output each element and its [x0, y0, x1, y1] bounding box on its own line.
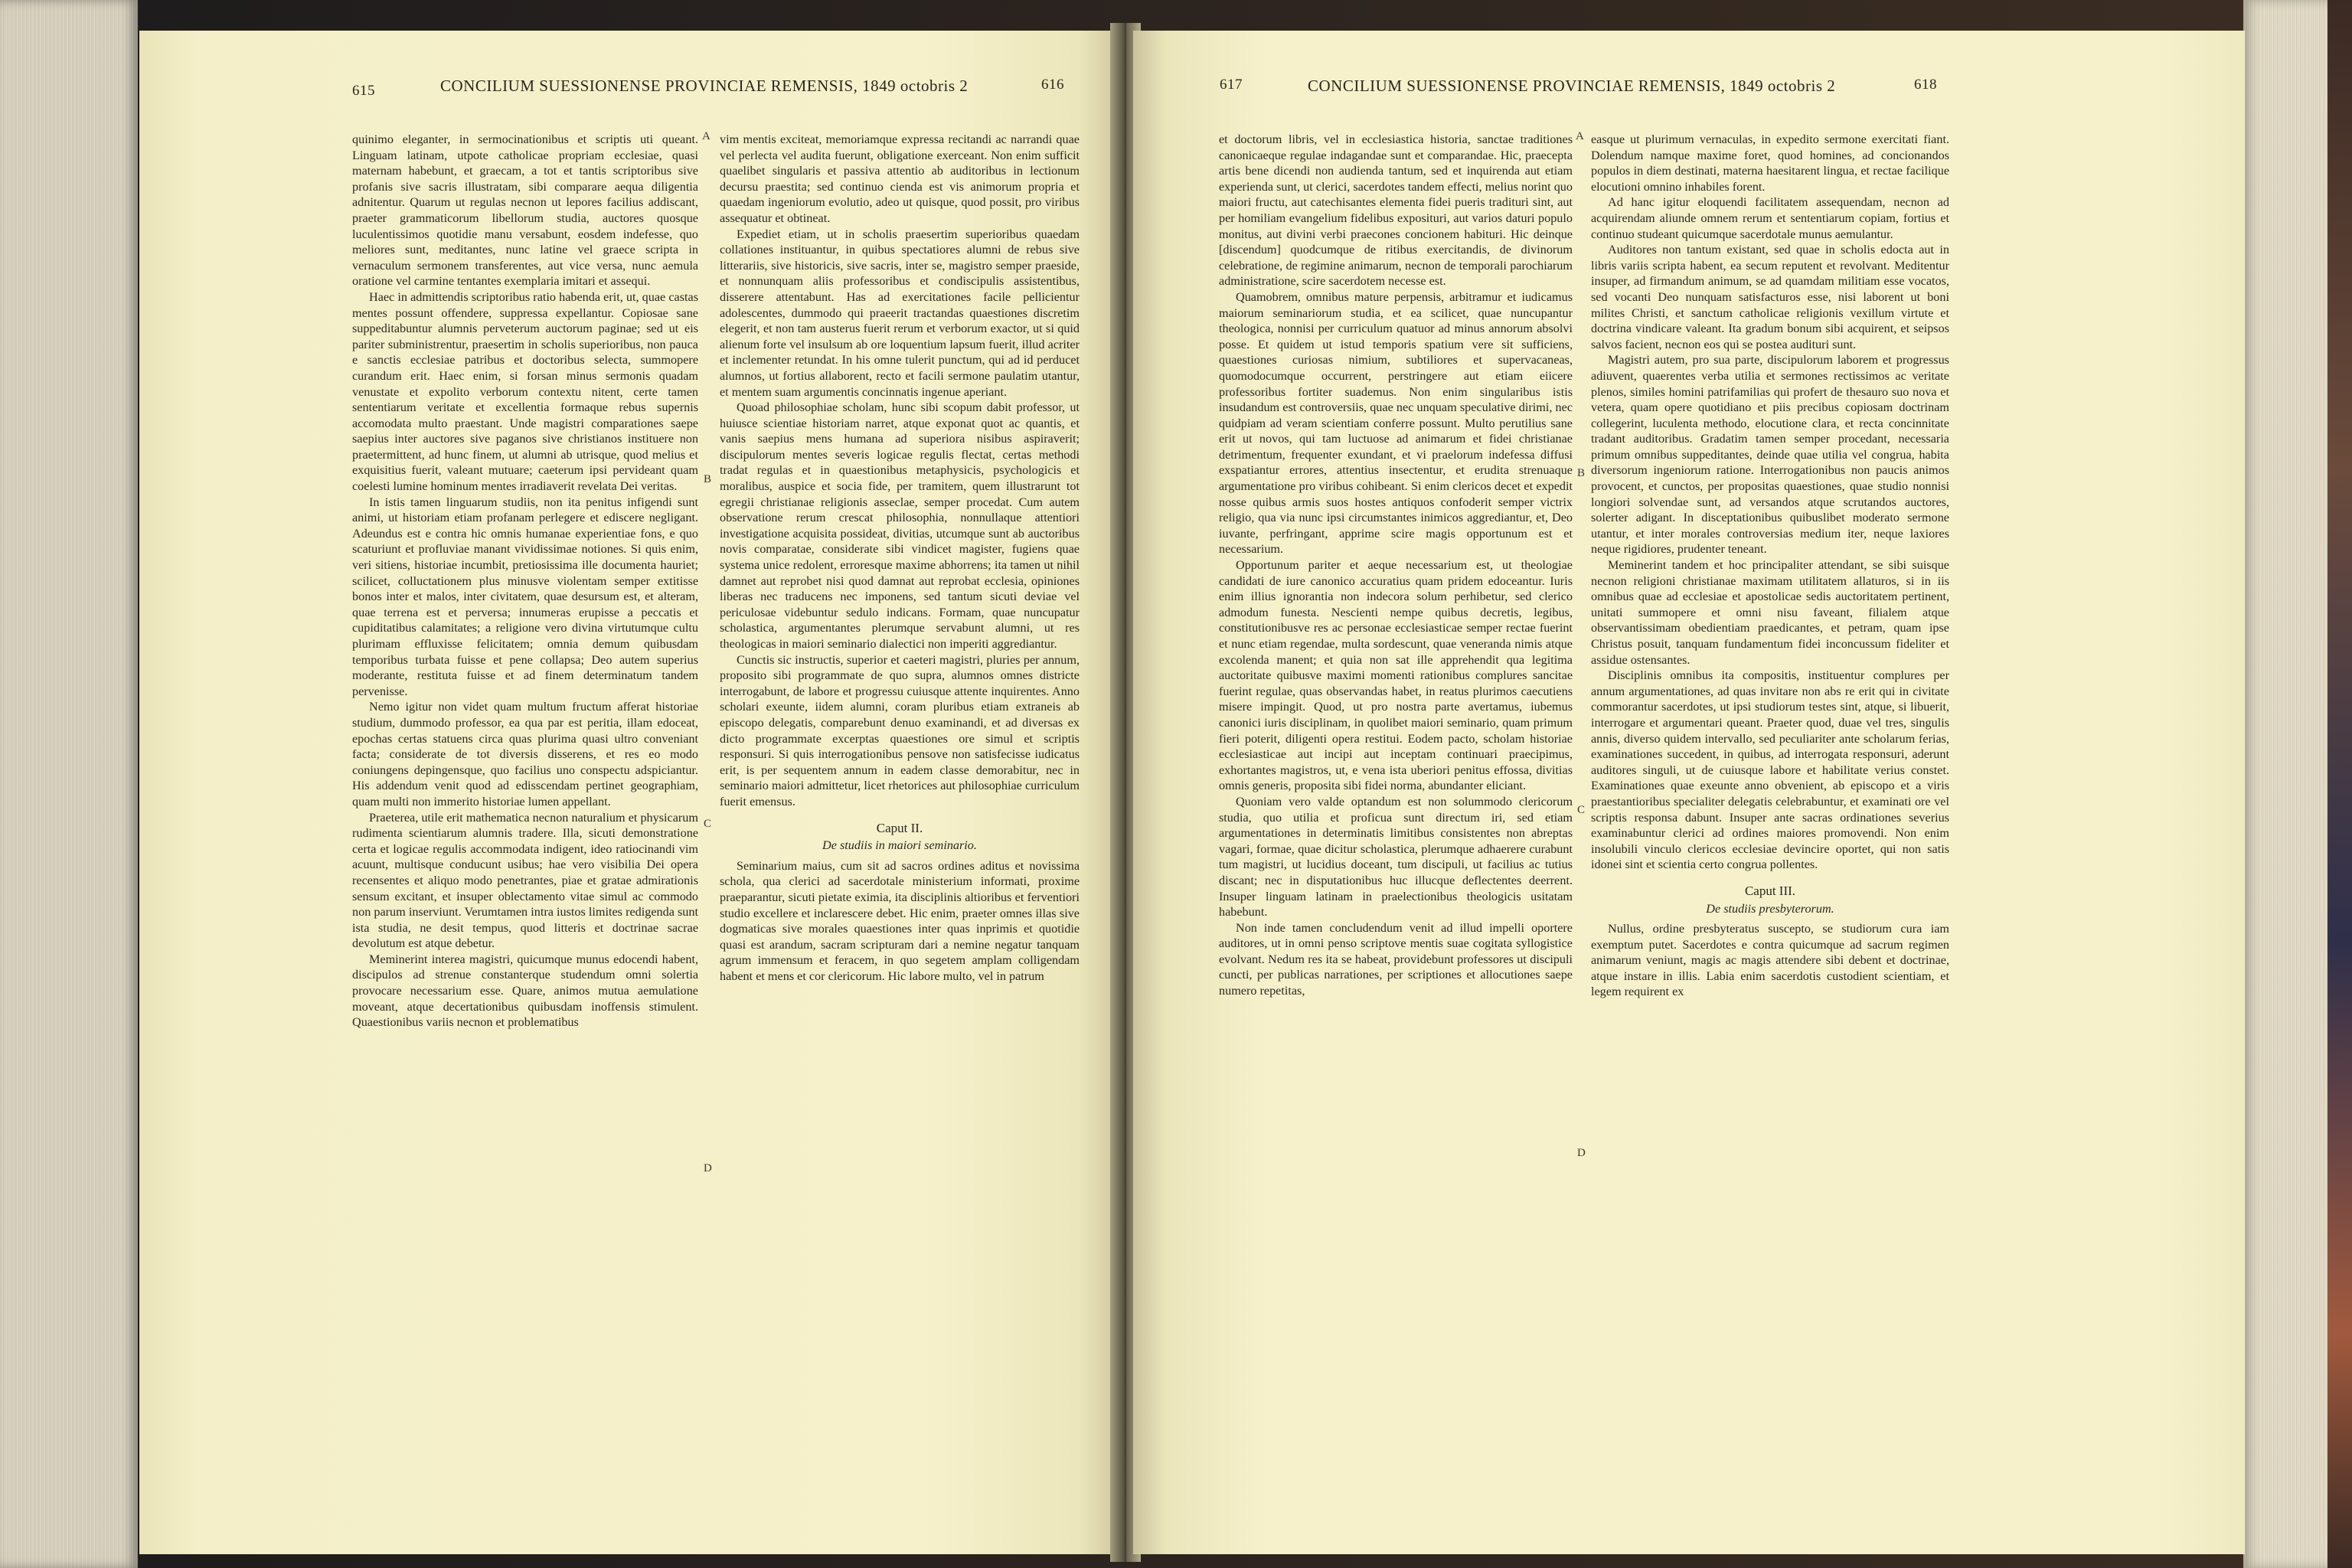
chapter-subheading: De studiis in maiori seminario. — [822, 838, 977, 853]
paragraph: Auditores non tantum existant, sed quae in scholis edocta aut in libris variis scripta habent, ea secum reputent et revolvant. Meditentur insuper, ad firmandum animum, se ad quamdam militiam esse vocatos, sed vocanti Deo nunquam satisfacturos esse, nisi laborent ut boni milites Christi, et sanctum catholicae religionis vexillum virtute et doctrina vindicare valeant. Ita gradum bonum sibi acquirent, et seipsos salvos facient, necnon eos qui se postea audituri sunt. — [1591, 243, 1949, 351]
paragraph: Meminerint tandem et hoc principaliter attendant, se sibi suisque necnon religioni christianae maximam utilitatem allaturos, si in iis omnibus quae ad ecclesiae et apostolicae sedis auctoritatem pertinent, unitati summopere et omni nisu faveant, filialem atque observantissimam obedientiam praedicantes, et petram, quam ipse Christus posuit, tanquam fundamentum fidei inconcussum fideliter et assidue ostensantes. — [1591, 558, 1949, 667]
paragraph: vim mentis exciteat, memoriamque expressa recitandi ac narrandi quae vel perlecta vel audita fuerunt, obligatione exerceant. Non enim sufficit quaelibet singularis et passiva attentio ab auditoribus in lectionum decursu praestita; sed continuo cienda est vis animorum propria et quaedam ingeniorum evolutio, adeo ut quisque, quod possit, pro viribus assequatur et obtineat. — [720, 132, 1080, 225]
paragraph: Disciplinis omnibus ita compositis, instituentur complures per annum argumentationes, ad quas invitare non abs re erit qui in civitate commorantur sacerdotes, ut ipsi studiorum testes sint, atque, si libuerit, interrogare et argumentari queant. Praeter quod, duae vel tres, singulis annis, diverso quidem intervallo, sed peculiariter ante scholarum ferias, examinationes succedent, in quibus, ad interrogata responsuri, aderunt auditores singuli, ut de cuiusque labore et habilitate verius constet. Examinationes quae exeunte anno obvenient, ab episcopo et a viris praestantioribus specialiter delegatis celebrabuntur, et examinati ore vel scriptis responsa dabunt. Insuper ante sacras ordinationes severius examinabuntur clerici ad ordines maiores promovendi. Non enim insolubili vinculo clericos ecclesiae devincire oportet, qui non satis idonei sint et scientia certo congrua pollentes. — [1591, 668, 1949, 872]
right-page-edges — [2243, 0, 2335, 1568]
page-number: 616 — [1041, 77, 1064, 93]
text-column-1 — [1219, 132, 1573, 1525]
cover-binding — [2328, 0, 2352, 1568]
paragraph: Nullus, ordine presbyteratus suscepto, se studiorum cura iam exemptum putet. Sacerdotes e contra quicumque ad sacrum regimen animarum veniunt, magis ac magis attendere sibi debent et doctrinae, atque instare in illis. Labia enim sacerdotis custodient scientiam, et legem requirent ex — [1591, 922, 1949, 999]
chapter-heading: Caput III. — [1744, 883, 1796, 898]
paragraph: Opportunum pariter et aeque necessarium est, ut theologiae candidati de iure canonico accuratius quam pridem edoceantur. Iuris enim illius ignorantia non indecora solum perhibetur, sed clerico admodum funesta. Nescienti nempe quibus decretis, legibus, constitutionibusve res ac personae ecclesiasticae semper rectae fuerint et nunc etiam regendae, multa sordescunt, quae veneranda nimis atque excolenda manent; et quia non sat ille apprehendit qua legitima auctoritate quibusve maximi momenti rationibus complures sancitae fuerint regulae, quas observandas habet, in reatus plurimos caecutiens misere impingit. Quod, ut pro nostra parte avertamus, iubemus canonici iuris disciplinam, in quolibet maiori seminario, quam primum fieri poterit, diligenti opera restitui. Eodem pacto, scholam historiae ecclesiasticae aut incipi aut inceptam continuari praecipimus, exhortantes magistros, ut, e vena ista uberiori penitus effossa, divitias omnis generis, proposita sibi fidei norma, abundanter eliciant. — [1219, 558, 1573, 793]
paragraph: Ad hanc igitur eloquendi facilitatem assequendam, necnon ad acquirendam aliunde omnem rerum et sententiarum copiam, fortius et continuo studeant quicumque sacerdotale munus aemulantur. — [1591, 195, 1949, 241]
margin-marker: C — [704, 818, 712, 830]
margin-marker: C — [1577, 804, 1586, 816]
margin-marker: D — [704, 1162, 712, 1174]
left-page — [139, 31, 1118, 1554]
paragraph: Quoniam vero valde optandum est non solummodo clericorum studia, quo utilia et proficua sunt directum iri, sed etiam argumentationes in determinatis limitibus consistentes non abreptas vagari, formae, quae dicitur scholastica, plerumque adhaerere curabunt tum magistri, ut lucidius doceant, tum discipuli, ut facilius ac tutius discant; nec in disputationibus huc illucque deflectentes deerrent. Insuper linguam latinam in praelectionibus theologicis usitatam habebunt. — [1219, 794, 1573, 920]
margin-marker: D — [1577, 1147, 1586, 1159]
paragraph: Quoad philosophiae scholam, hunc sibi scopum dabit professor, ut huiusce scientiae historiam narret, atque exponat quot ac quantis, et vanis saepius mens humana ad superiora nisibus aspiraverit; discipulorum mentes severis logicae regulis flectat, certas methodi tradat regulas et in quaestionibus metaphysicis, psychologicis et moralibus, auspice et socia fide, per tramitem, quem illustrarunt tot egregii christianae religionis asseclae, semper procedat. Cum autem observatione rerum crescat philosophia, nonnullaque attentiori investigatione acquisita possideat, divitias, utcumque sunt ab auctoribus novis comparatae, considerate sibi vindicet magister, fugiens quae systema unice redolent, erroresque maxime abhorrens; ita tamen ut nihil damnet aut reprobet nisi quod damnat aut reprobat ecclesia, opiniones liberas nec traducens nec imponens, sed tantum sicuti deviae vel periculosae videbuntur sedulo indicans. Formam, quae nuncupatur scholastica, argumentantes plerumque servabunt alumni, ut res theologicas in maiori seminario dialectici non imperiti aggrediantur. — [720, 400, 1080, 651]
margin-marker: B — [1577, 467, 1586, 479]
page-number: 617 — [1220, 77, 1243, 93]
text-column-2 — [1591, 132, 1949, 1525]
paragraph: Praeterea, utile erit mathematica necnon naturalium et physicarum rudimenta scientiarum alumnis tradere. Illa, sicuti demonstratione certa et logicae regulis accommodata indigent, ideo ratiocinandi vim acuunt, multisque conducunt usibus; hae vero visibilia Dei opera recensentes et aliquo modo penetrantes, piae et gratae admirationis sensum excitant, et insuper oblectamento vitae simul ac commodo non parum inserviunt. Verumtamen intra iustos limites redigenda sunt ista studia, ne desit tempus, quod litteris et doctrinae sacrae devolutum est atque debetur. — [352, 810, 698, 951]
running-head — [139, 77, 1118, 115]
paragraph: Nemo igitur non videt quam multum fructum afferat historiae studium, dummodo professor, ea qua par est peritia, illam edoceat, epochas certas statuens circa quas plurima quasi ultro conveniant facta; considerate de tot diversis disserens, et res eo modo coniungens depingensque, quo facilius uno conspectu adspiciantur. His addendum venit quod ad edisscendam pertinet geographiam, quam multi non immerito historiae lumen appellant. — [352, 700, 698, 808]
paragraph: Expediet etiam, ut in scholis praesertim superioribus quaedam collationes instituantur, in quibus spectatiores alumni de rebus sive litterariis, sive historicis, sive sacris, inter se, magistro semper praeside, et nonnunquam aliis professoribus et condiscipulis assistentibus, disserere attentabunt. Has ad exercitationes facile pellicientur adolescentes, dummodo qui praeerit tractandas quaestiones discretim elegerit, et non tam austerus fuerit rerum et verborum exactor, ut si quid alienum forte vel insulsum ab ore loquentium lapsum fuerit, illud acriter et inclementer retundat. In his omne tulerit punctum, qui ad id perducet alumnos, ut fortius allaborent, recto et facili sermone paulatim utantur, et mentem suam argumentis concinnatis ingenue aperiant. — [720, 227, 1080, 399]
paragraph: Non inde tamen concludendum venit ad illud impelli oportere auditores, ut in omni penso scriptove mentis suae cogitata syllogistice evolvant. Nedum res ita se habeat, providebunt professores ut discipuli cuncti, per publicas narrationes, per scriptiones et allocutiones saepe numero repetitas, — [1219, 920, 1573, 998]
page-number: 618 — [1914, 77, 1937, 93]
chapter-heading: Caput II. — [876, 820, 923, 835]
margin-marker: A — [1576, 130, 1584, 142]
header-title: CONCILIUM SUESSIONENSE PROVINCIAE REMENSIS, 1849 octobris 2 — [440, 77, 969, 95]
header-title: CONCILIUM SUESSIONENSE PROVINCIAE REMENSIS, 1849 octobris 2 — [1308, 77, 1836, 95]
paragraph: et doctorum libris, vel in ecclesiastica historia, sanctae traditiones canonicaeque regulae indagandae sunt et comparandae. Hic, praecepta artis bene dicendi non audienda tantum, sed et inquirenda aut etiam experienda sunt, ut clerici, sacerdotes tandem effecti, melius norint quo maiori fructu, aut catechisantes elementa fidei pueris tradituri sint, aut per homiliam evangelium fidelibus expositurі, aut varios daturi populo monitus, aut divini verbi praecones concionem habituri. Hic deinque [discendum] quodcumque de ritibus exercitandis, de divinorum celebratione, de regimine animarum, necnon de temporali parochiarum administratione, scire sacerdotem necesse est. — [1219, 132, 1573, 289]
right-page — [1133, 31, 2245, 1554]
text-column-1 — [352, 132, 698, 1525]
page-number: 615 — [352, 83, 375, 99]
paragraph: Quamobrem, omnibus mature perpensis, arbitramur et iudicamus maiorum seminariorum studia, et ea scilicet, quae nuncupantur theologica, nonnisi per curriculum quatuor ad minus annorum absolvi posse. Et quidem ut istud temporis spatium vere sit sufficiens, quaestiones curiosas nimium, subtiliores et supervacaneas, quomodocumque occurrent, perstringere aut etiam eiicere professoribus fortiter suademus. Non enim singularibus istis insudandum est controversiis, quae nec unquam speculative dirimi, nec quidpiam ad veram scientiam conferre possunt. Multo perutilius sane erit ut novos, qui tam luctuose ad animarum et fidei christianae detrimentum, frequenter exundant, et vi praelorum indefessa diffusi exspatiantur errores, attentius insectentur, et erudita strenuaque argumentatione pro viribus cohibeant. Si enim clericos decet et expedit nosse quibus armis suos hostes antiquos confoderit semper victrix religio, qua via nunc ipsi circumstantes inimicos aggrediantur, et, Deo iuvante, perfringant, apprime scire magis opportunum est et necessarium. — [1219, 289, 1573, 557]
left-page-edges — [0, 0, 138, 1568]
paragraph: Cunctis sic instructis, superior et caeteri magistri, pluries per annum, proposito sibi programmate de quo supra, alumnos omnes districte interrogabunt, de labore et progressu cuiusque attente inquirentes. Anno scholari exeunte, iidem alumni, coram pluribus etiam extraneis ab episcopo delegatis, comparebunt denuo examinandi, et ad diversas ex dicto programmate excerptas quaestiones ore simul et scriptis responsuri. Si quis interrogationibus pensove non satisfecisse iudicatus erit, is per sequentem annum in eadem classe demorabitur, nec in seminario maiori admittetur, licet rhetorices aut philosophiae curriculum fuerit emensus. — [720, 652, 1080, 808]
paragraph: Haec in admittendis scriptoribus ratio habenda erit, ut, quae castas mentes possunt offendere, suppressa expellantur. Copiosae sane suppeditabuntur alumnis perveterum auctorum paginae; sed ut eis pariter subministrentur, praesertim in scholis superioribus, non pauca e sanctis ecclesiae patribus et doctoribus selecta, summopere curandum erit. Haec enim, si forsan minus sermonis quadam venustate et expolito verborum contextu nitent, certe tamen sententiarum veritate et excellentia formaque rebus supernis accomodata multo praestant. Unde magistri comparationes saepe saepius inter auctores sive paganos sive christianos instituere non praetermittent, ad hunc finem, ut alumni ab utrisque, quod melius et exquisitius fuerit, valeant mutuare; caeterum ipsi pervideant quam coelesti lumine hominum mentes irradiaverit revelata Dei veritas. — [352, 289, 698, 494]
paragraph: In istis tamen linguarum studiis, non ita penitus infigendi sunt animi, ut historiam etiam profanam perlegere et ediscere negligant. Adeundus est e contra hic omnis humanae experientiae fons, e quo scaturiunt et profluviae manant vividissimae notiones. Si quis enim, veri sitiens, historiae incumbit, pretiosissima ille documenta hauriet; scilicet, colluctationem plus minusve violentam semper extitisse bonos inter et malos, inter civitatem, quae desursum est, et alteram, quae terrena est et perversa; innumeras erupisse a peccatis et cupiditatibus calamitates; a religione vero divina virtutumque cultu plurimam effluxisse felicitatem; omnia demum quibusdam temporibus turbata fuisse et pene collapsa; Deo autem superius moderante, restituta fuisse et ad finem determinatum tandem pervenisse. — [352, 495, 698, 698]
text-column-2 — [720, 132, 1080, 1525]
paragraph: Magistri autem, pro sua parte, discipulorum laborem et progressus adiuvent, quaerentes verba utilia et sermones rectissimos ac veritate plenos, similes homini patrifamilias qui profert de thesauro suo nova et vetera, quam opere quotidiano et piis precibus copiosam doctrinam collegerint, luculenta methodo, elocutione clara, et recta concinnitate tradant auditoribus. Gradatim tamen semper procedant, necessaria primum omnibus suppeditantes, deinde quae utilia vel congrua, habita diversorum ingeniorum ratione. Interrogationibus non paucis animos provocent, et cunctos, per propositas quaestiones, quae studio nonnisi longiori solvendae sunt, ad versandos atque scrutandos auctores, solerter adigant. In disceptationibus quibuslibet moderato sermone utantur, et inter morales controversias medium iter, neque laxiores neque rigidiores, prudenter teneant. — [1591, 353, 1949, 557]
chapter-subheading: De studiis presbyterorum. — [1706, 901, 1834, 916]
paragraph: Seminarium maius, cum sit ad sacros ordines aditus et novissima schola, qua clerici ad sacerdotale ministerium informati, proxime praeparantur, sicuti pietate eximia, ita disciplinis altioribus et ferventiori studio excellere et inclarescere debet. Hic enim, praeter omnes illas sive dogmaticas sive morales quaestiones inter quas inprimis et quotidie quasi est arandum, sacram scripturam dari a nemine negatur tanquam agrum immensum et feracem, in quo segetem amplam colligendam habent et mens et cor clericorum. Hic labore multo, vel in patrum — [720, 858, 1080, 983]
paragraph: Meminerint interea magistri, quicumque munus edocendi habent, discipulos ad strenue constanterque studendum omni solertia provocare necessarium esse. Quare, animos mutua aemulatione moveant, atque decertationibus quibusdam inoffensis stimulent. Quaestionibus variis necnon et problematibus — [352, 952, 698, 1030]
margin-marker: A — [702, 130, 710, 142]
paragraph: easque ut plurimum vernaculas, in expedito sermone exercitati fiant. Dolendum namque maxime foret, quod homines, ad concionandos populos in diem destinati, materna haesitarent lingua, et rectae facilique elocutioni omnino inhabiles forent. — [1591, 132, 1949, 194]
paragraph: quinimo eleganter, in sermocinationibus et scriptis uti queant. Linguam latinam, utpote catholicae propriam ecclesiae, quasi maternam habebunt, et graecam, a tot et tantis scriptoribus sive profanis sive sacris illustratam, sibi comparare aequa diligentia adnitentur. Quarum ut regulas necnon ut lepores facilius addiscant, praeter grammaticorum libellorum studia, auctores quosque luculentissimos quotidie manu versabunt, eosdem indefesse, quo meliores sunt, meditantes, nunc latine vel graece scripta in vernaculum sermonem transferentes, aut vice versa, nunc aemula oratione vel carmine tentantes exemplaria imitari et assequi. — [352, 132, 698, 289]
margin-marker: B — [704, 473, 712, 485]
running-head — [1133, 77, 2245, 115]
